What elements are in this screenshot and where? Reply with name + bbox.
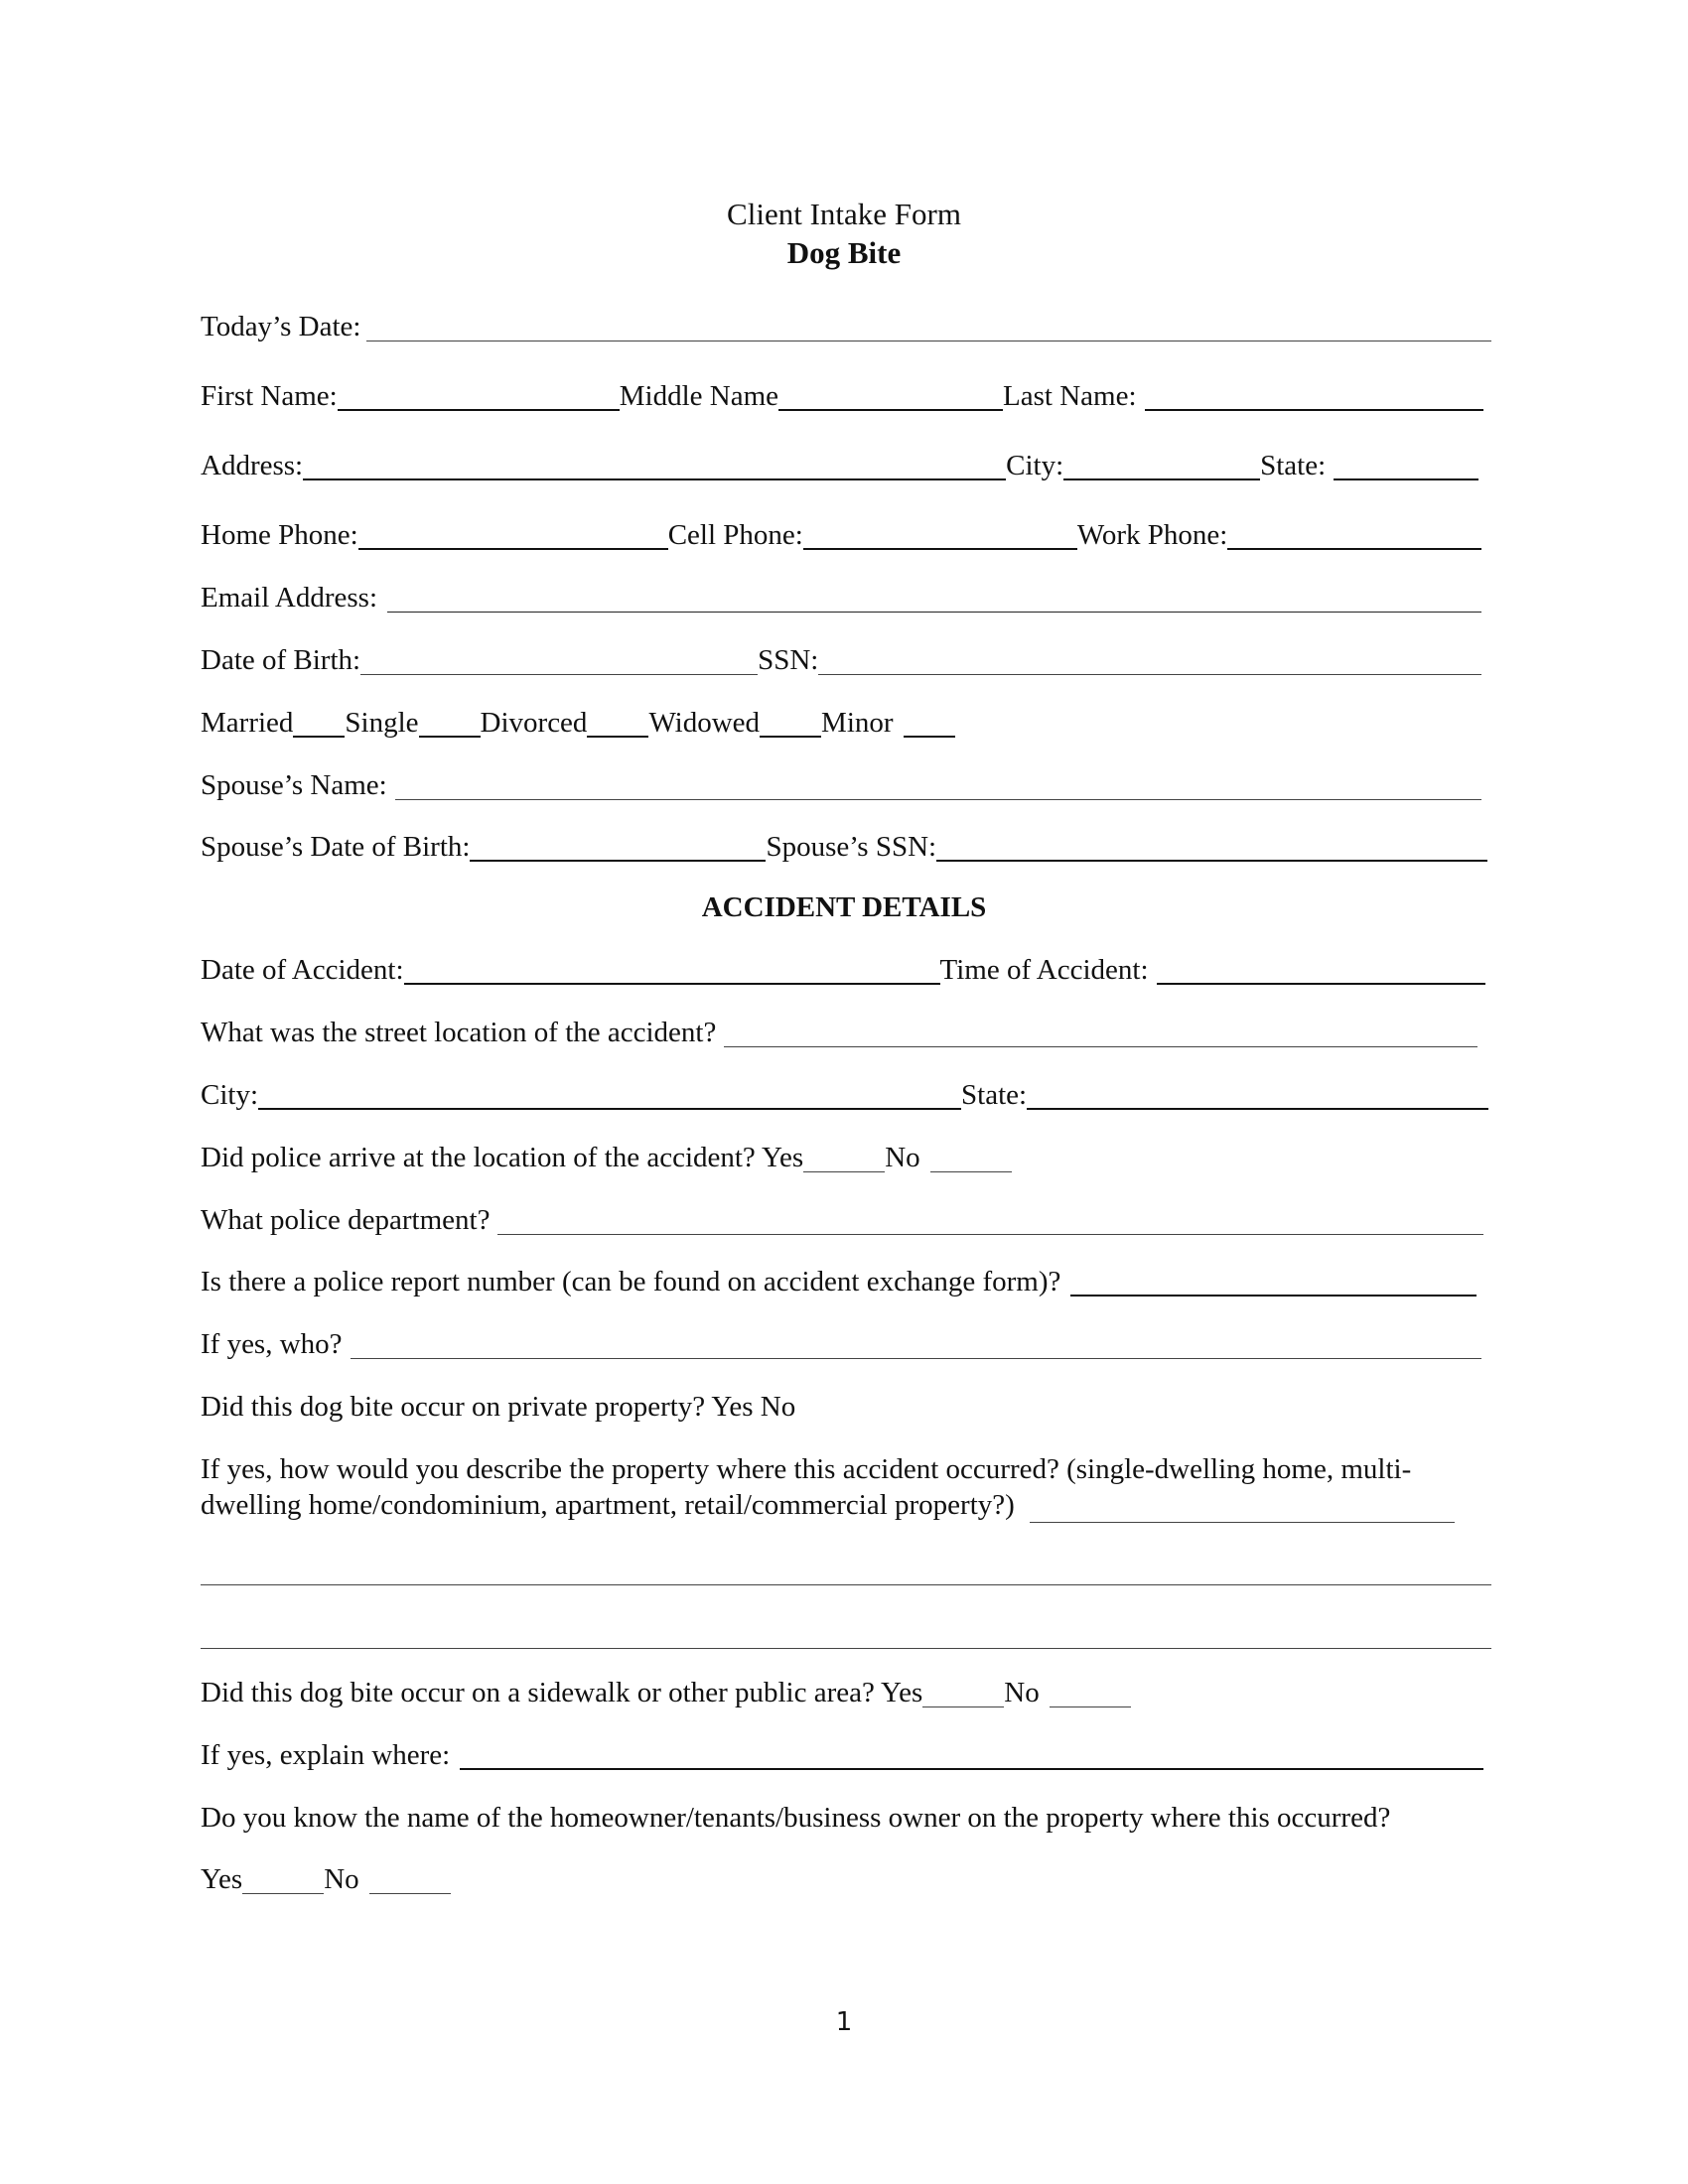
know-owner-yes-label: Yes	[201, 1863, 243, 1895]
work-phone-label: Work Phone:	[1076, 519, 1228, 551]
middle-name-label: Middle Name	[619, 380, 779, 412]
row-dob-ssn	[201, 643, 1481, 677]
row-spouse-name	[201, 768, 1481, 802]
police-report-label: Is there a police report number (can be found on accident exchange form)?	[201, 1266, 1061, 1297]
police-arrive-label: Did police arrive at the location of the accident? Yes	[201, 1142, 804, 1173]
police-department-label: What police department?	[201, 1204, 491, 1236]
row-private-property	[201, 1390, 795, 1424]
spouse-name-label: Spouse’s Name:	[201, 769, 387, 801]
married-label: Married	[201, 707, 294, 739]
accident-state-label: State:	[961, 1079, 1028, 1111]
single-label: Single	[345, 707, 419, 739]
last-name-field[interactable]	[1145, 382, 1484, 411]
todays-date-label: Today’s Date:	[201, 311, 361, 342]
dob-field[interactable]	[360, 647, 758, 675]
accident-state-field[interactable]	[1027, 1081, 1488, 1110]
first-name-label: First Name:	[201, 380, 338, 412]
police-department-field[interactable]	[497, 1207, 1483, 1235]
accident-date-label: Date of Accident:	[201, 954, 404, 986]
spouse-ssn-label: Spouse’s SSN:	[766, 831, 937, 863]
row-police-department	[201, 1203, 1483, 1237]
page-number: 1	[835, 2007, 853, 2037]
police-arrive-no-label: No	[885, 1142, 920, 1173]
widowed-field[interactable]	[760, 709, 821, 738]
minor-label: Minor	[821, 707, 894, 739]
if-yes-who-label: If yes, who?	[201, 1328, 343, 1360]
minor-field[interactable]	[904, 709, 955, 738]
single-field[interactable]	[419, 709, 481, 738]
explain-where-field[interactable]	[460, 1741, 1483, 1770]
row-street-location	[201, 1016, 1477, 1049]
police-arrive-no-field[interactable]	[930, 1145, 1012, 1172]
married-field[interactable]	[293, 709, 345, 738]
describe-property-line-2[interactable]	[201, 1584, 1491, 1585]
home-phone-label: Home Phone:	[201, 519, 358, 551]
accident-city-label: City:	[201, 1079, 259, 1111]
sidewalk-no-label: No	[1004, 1677, 1040, 1708]
row-accident-date-time	[201, 953, 1485, 987]
describe-property-field[interactable]	[1030, 1495, 1455, 1523]
last-name-label: Last Name:	[1003, 380, 1137, 412]
street-location-field[interactable]	[724, 1020, 1477, 1047]
row-police-report-number	[201, 1265, 1477, 1298]
accident-time-field[interactable]	[1157, 956, 1486, 985]
row-todays-date	[201, 310, 1491, 343]
sidewalk-no-field[interactable]	[1050, 1680, 1131, 1707]
row-sidewalk	[201, 1676, 1131, 1709]
address-label: Address:	[201, 450, 304, 481]
describe-property-question	[201, 1451, 1491, 1523]
ssn-label: SSN:	[758, 644, 819, 676]
divorced-field[interactable]	[587, 709, 648, 738]
accident-city-field[interactable]	[258, 1081, 961, 1110]
know-owner-no-field[interactable]	[369, 1866, 451, 1894]
divorced-label: Divorced	[480, 707, 588, 739]
sidewalk-label: Did this dog bite occur on a sidewalk or other public area? Yes	[201, 1677, 923, 1708]
city-field[interactable]	[1063, 452, 1260, 480]
state-field[interactable]	[1334, 452, 1478, 480]
cell-phone-field[interactable]	[803, 521, 1077, 550]
row-marital-status	[201, 706, 955, 740]
todays-date-field[interactable]	[366, 314, 1491, 341]
know-owner-label: Do you know the name of the homeowner/tenants/business owner on the property where this occurred?	[201, 1802, 1391, 1834]
middle-name-field[interactable]	[778, 382, 1003, 411]
spouse-name-field[interactable]	[395, 772, 1481, 800]
row-know-owner	[201, 1801, 1390, 1835]
spouse-dob-field[interactable]	[470, 833, 766, 862]
row-phones	[201, 518, 1481, 552]
row-accident-city-state	[201, 1078, 1488, 1112]
row-police-arrive	[201, 1141, 1012, 1174]
form-subtitle: Dog Bite	[786, 235, 902, 270]
describe-property-label: If yes, how would you describe the property where this accident occurred? (single-dwelling home, multi-dwelling home/condominium, apartment, retail/commercial property?)	[201, 1453, 1412, 1521]
accident-time-label: Time of Accident:	[939, 954, 1149, 986]
section-heading-accident-details: ACCIDENT DETAILS	[701, 891, 987, 923]
street-location-label: What was the street location of the accident?	[201, 1017, 717, 1048]
form-title: Client Intake Form	[727, 197, 961, 231]
know-owner-no-label: No	[324, 1863, 359, 1895]
police-arrive-yes-field[interactable]	[803, 1145, 885, 1172]
private-property-label: Did this dog bite occur on private property? Yes No	[201, 1391, 796, 1423]
row-address	[201, 449, 1478, 482]
spouse-dob-label: Spouse’s Date of Birth:	[201, 831, 471, 863]
work-phone-field[interactable]	[1227, 521, 1481, 550]
state-label: State:	[1260, 450, 1327, 481]
email-label: Email Address:	[201, 582, 378, 614]
explain-where-label: If yes, explain where:	[201, 1739, 451, 1771]
widowed-label: Widowed	[648, 707, 761, 739]
ssn-field[interactable]	[818, 647, 1481, 675]
police-report-field[interactable]	[1070, 1268, 1477, 1297]
know-owner-yes-field[interactable]	[242, 1866, 324, 1894]
cell-phone-label: Cell Phone:	[667, 519, 803, 551]
row-if-yes-who	[201, 1327, 1481, 1361]
describe-property-line-3[interactable]	[201, 1648, 1491, 1649]
accident-date-field[interactable]	[404, 956, 940, 985]
row-spouse-dob-ssn	[201, 830, 1487, 864]
spouse-ssn-field[interactable]	[936, 833, 1487, 862]
address-field[interactable]	[303, 452, 1006, 480]
row-explain-where	[201, 1738, 1483, 1772]
email-field[interactable]	[387, 585, 1481, 613]
row-names	[201, 379, 1483, 413]
city-label: City:	[1006, 450, 1064, 481]
home-phone-field[interactable]	[358, 521, 668, 550]
first-name-field[interactable]	[338, 382, 620, 411]
sidewalk-yes-field[interactable]	[922, 1680, 1004, 1707]
row-know-owner-yes-no	[201, 1862, 451, 1896]
row-email	[201, 581, 1481, 614]
dob-label: Date of Birth:	[201, 644, 361, 676]
if-yes-who-field[interactable]	[351, 1331, 1481, 1359]
